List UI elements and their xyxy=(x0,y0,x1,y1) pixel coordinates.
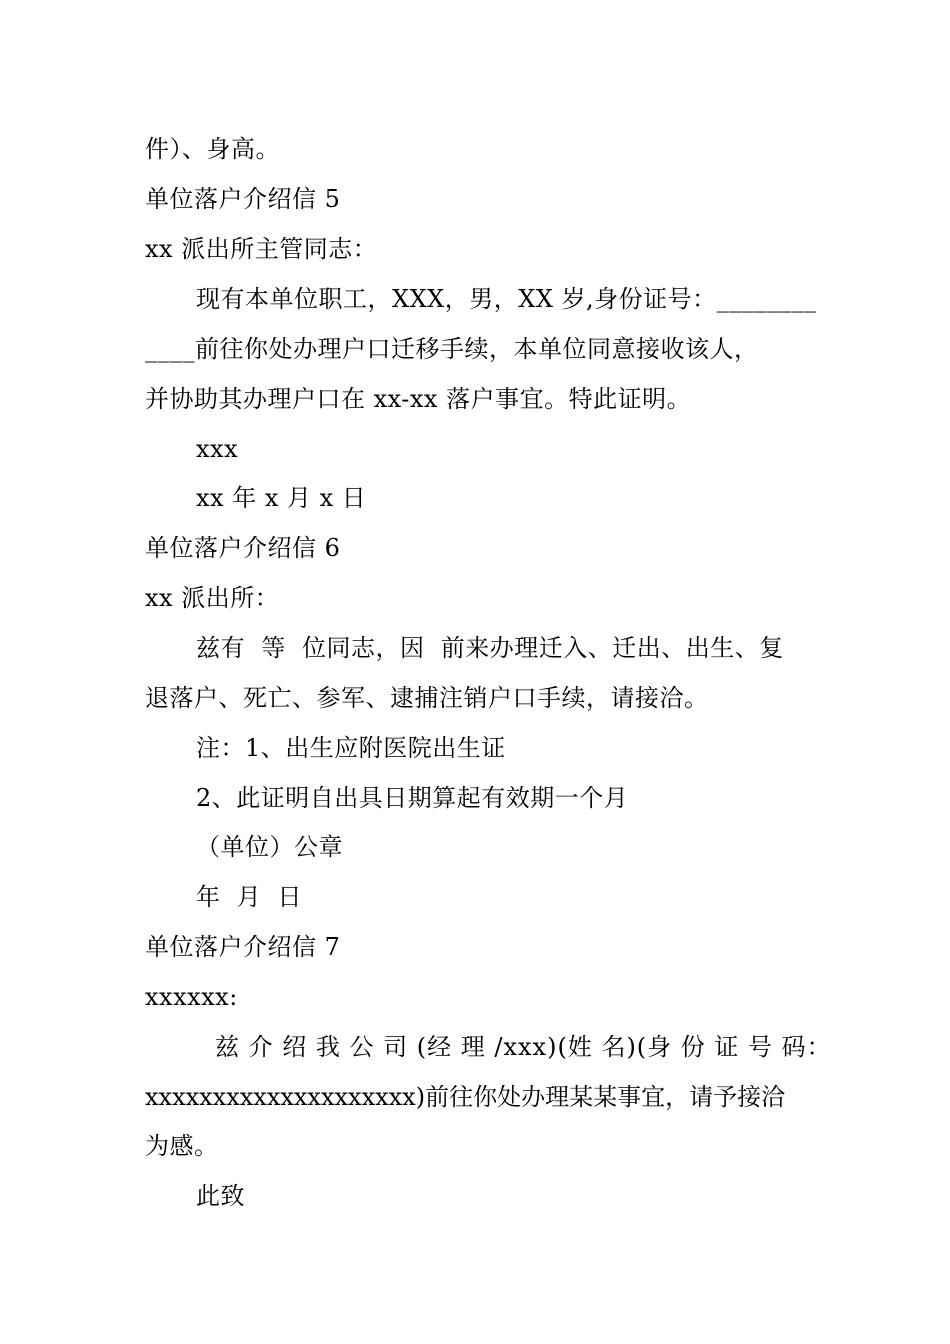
body-paragraph-line: xxxxxxxxxxxxxxxxxxxx)前往你处办理某某事宜，请予接洽 xyxy=(145,1083,786,1111)
body-paragraph-line: 兹有 等 位同志，因 前来办理迁入、迁出、出生、复 xyxy=(196,634,784,662)
body-paragraph-line: 退落户、死亡、参军、逮捕注销户口手续，请接洽。 xyxy=(145,684,709,712)
signature-date: xx 年 x 月 x 日 xyxy=(196,484,367,512)
text-line: 件）、身高。 xyxy=(145,135,280,163)
body-paragraph-line: 兹 介 绍 我 公 司 (经 理 /xxx)(姓 名)(身 份 证 号 码： xyxy=(215,1033,832,1061)
closing-line: 此致 xyxy=(196,1182,245,1210)
body-paragraph-line: ____前往你处办理户口迁移手续，本单位同意接收该人， xyxy=(145,335,759,363)
body-paragraph-line: 并协助其办理户口在 xx-xx 落户事宜。特此证明。 xyxy=(145,385,692,413)
signature-name: xxx xyxy=(196,435,239,463)
salutation: xx 派出所： xyxy=(145,584,280,612)
section-heading: 单位落户介绍信 6 xyxy=(145,534,341,562)
section-heading: 单位落户介绍信 7 xyxy=(145,933,341,961)
salutation: xx 派出所主管同志： xyxy=(145,235,378,263)
note-line: 注：1、出生应附医院出生证 xyxy=(196,734,506,762)
body-paragraph-line: 现有本单位职工，XXX，男，XX 岁,身份证号：________ xyxy=(196,285,817,313)
signature-date: 年 月 日 xyxy=(196,883,303,911)
salutation: xxxxxx: xyxy=(145,983,238,1011)
section-heading: 单位落户介绍信 5 xyxy=(145,185,341,213)
seal-label: （单位）公章 xyxy=(196,833,343,861)
body-paragraph-line: 为感。 xyxy=(145,1132,219,1160)
note-line: 2、此证明自出具日期算起有效期一个月 xyxy=(196,784,629,812)
